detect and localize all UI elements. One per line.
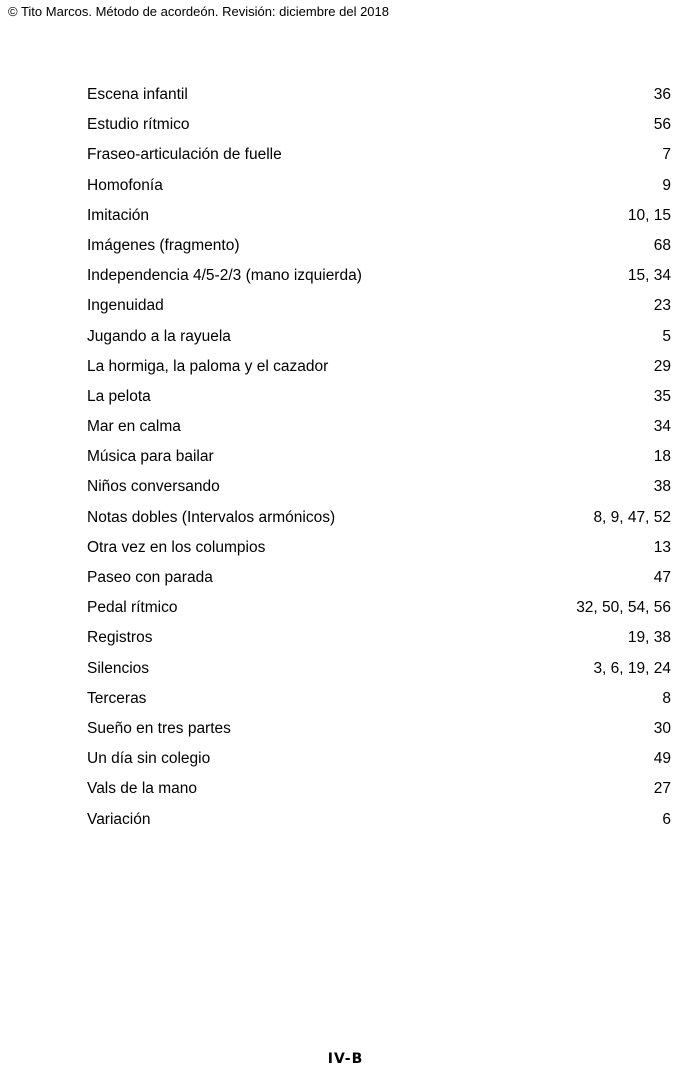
entry-pages: 3, 6, 19, 24 (593, 659, 671, 677)
entry-title: La pelota (87, 387, 151, 405)
entry-title: Mar en calma (87, 418, 181, 436)
index-entry (87, 352, 671, 382)
index-entry (87, 623, 671, 653)
index-entry (87, 80, 671, 110)
index-entry (87, 714, 671, 744)
entry-title: Registros (87, 629, 153, 647)
entry-title: Escena infantil (87, 86, 188, 103)
entry-pages: 47 (653, 569, 671, 586)
entry-title: Terceras (87, 689, 147, 707)
index-entry (87, 231, 671, 261)
index-entry (87, 684, 671, 714)
index-entry (87, 774, 671, 804)
index-entry (87, 110, 671, 140)
entry-pages: 19, 38 (627, 629, 671, 647)
index-entry (87, 140, 671, 170)
entry-pages: 68 (653, 236, 671, 254)
entry-title: Ingenuidad (87, 297, 164, 315)
entry-pages: 8, 9, 47, 52 (593, 508, 671, 526)
entry-title: Sueño en tres partes (87, 719, 231, 737)
entry-pages: 13 (653, 538, 671, 556)
entry-title: La hormiga, la paloma y el cazador (87, 357, 329, 375)
entry-title: Un día sin colegio (87, 750, 211, 768)
entry-pages: 30 (653, 719, 671, 737)
entry-pages: 27 (653, 780, 671, 798)
entry-pages: 8 (662, 689, 671, 707)
entry-title: Paseo con parada (87, 569, 213, 586)
entry-pages: 23 (653, 297, 671, 315)
index-entry (87, 744, 671, 774)
entry-title: Independencia 4/5-2/3 (mano izquierda) (87, 267, 362, 285)
entry-pages: 36 (653, 86, 671, 103)
page-header: © Tito Marcos. Método de acordeón. Revisión: diciembre del 2018 (8, 4, 389, 19)
entry-pages: 32, 50, 54, 56 (576, 599, 671, 617)
entry-pages: 18 (653, 448, 671, 466)
entry-title: Imágenes (fragmento) (87, 236, 240, 254)
index-entry (87, 472, 671, 502)
entry-title: Pedal rítmico (87, 599, 178, 617)
entry-title: Estudio rítmico (87, 116, 190, 134)
entry-pages: 56 (653, 116, 671, 134)
entry-title: Silencios (87, 659, 150, 677)
entry-pages: 35 (653, 387, 671, 405)
entry-title: Jugando a la rayuela (87, 327, 231, 345)
entry-pages: 15, 34 (627, 267, 671, 285)
index-entry (87, 805, 671, 835)
entry-title: Niños conversando (87, 478, 220, 496)
entry-pages: 29 (653, 357, 671, 375)
entry-title: Homofonía (87, 176, 163, 194)
entry-pages: 5 (662, 327, 671, 345)
entry-title: Imitación (87, 206, 150, 224)
index-entry (87, 412, 671, 442)
index-list (87, 80, 671, 835)
index-entry (87, 382, 671, 412)
entry-pages: 7 (662, 146, 671, 164)
entry-title: Notas dobles (Intervalos armónicos) (87, 508, 336, 526)
index-entry (87, 563, 671, 593)
index-entry (87, 171, 671, 201)
index-entry (87, 593, 671, 623)
entry-pages: 9 (662, 176, 671, 194)
entry-pages: 6 (662, 810, 671, 828)
index-entry (87, 654, 671, 684)
entry-pages: 38 (653, 478, 671, 496)
index-entry (87, 322, 671, 352)
index-entry (87, 261, 671, 291)
entry-title: Otra vez en los columpios (87, 538, 266, 556)
entry-title: Música para bailar (87, 448, 214, 466)
index-entry (87, 291, 671, 321)
entry-pages: 10, 15 (627, 206, 671, 224)
entry-title: Vals de la mano (87, 780, 197, 798)
entry-pages: 49 (653, 750, 671, 768)
page-number: IV-B (327, 1051, 364, 1067)
entry-title: Variación (87, 810, 151, 828)
entry-pages: 34 (653, 418, 671, 436)
index-entry (87, 503, 671, 533)
entry-title: Fraseo-articulación de fuelle (87, 146, 282, 164)
index-entry (87, 533, 671, 563)
index-entry (87, 201, 671, 231)
index-entry (87, 442, 671, 472)
